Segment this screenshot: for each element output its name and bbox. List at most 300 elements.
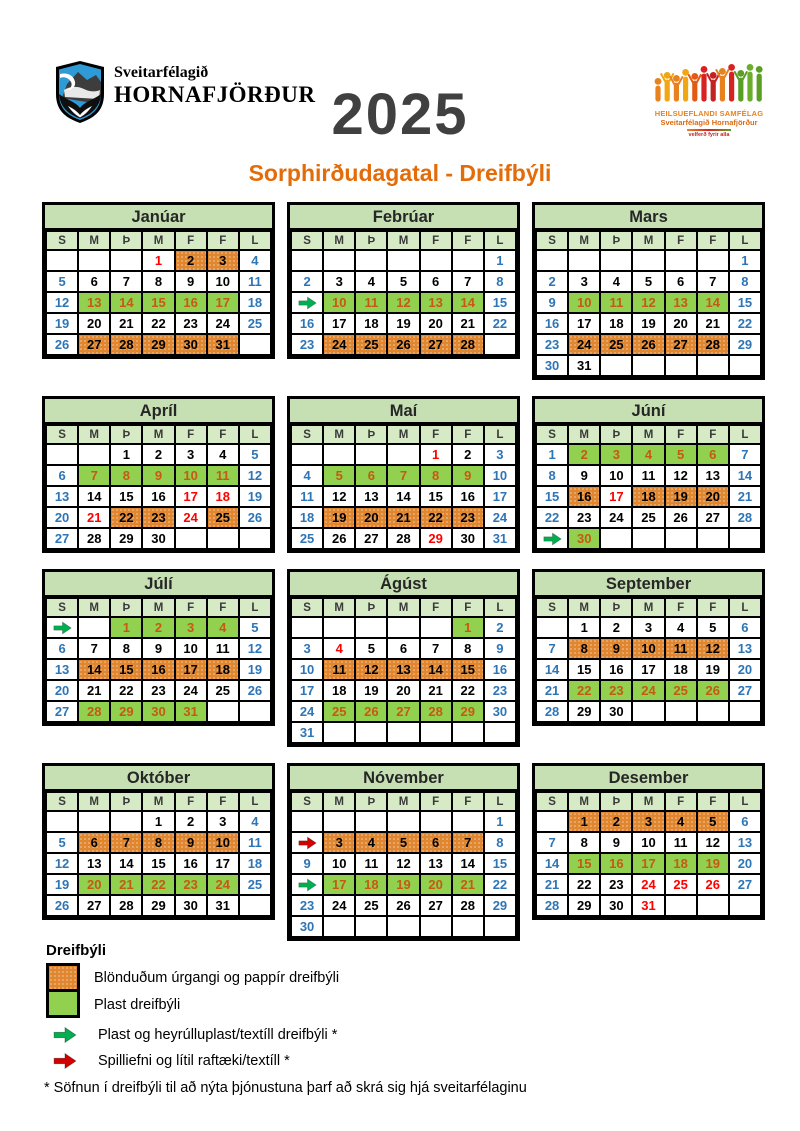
day-cell: 3: [207, 811, 239, 832]
day-cell: 28: [452, 334, 484, 355]
day-cell: 4: [355, 271, 387, 292]
day-cell: 4: [323, 638, 355, 659]
event-arrow-cell: [291, 832, 323, 853]
day-header: Þ: [110, 792, 142, 811]
day-header-row: [291, 425, 516, 444]
day-cell: 16: [568, 486, 600, 507]
day-header: M: [387, 598, 419, 617]
day-cell: 19: [239, 659, 271, 680]
week-row: [291, 250, 516, 271]
day-cell: 6: [729, 617, 761, 638]
day-cell: 30: [536, 355, 568, 376]
empty-cell: [536, 811, 568, 832]
calendar-grid: [42, 202, 765, 941]
health-logo-line3: velferð fyrir alla: [688, 132, 730, 138]
empty-cell: [484, 916, 516, 937]
day-cell: 26: [323, 528, 355, 549]
day-cell: 4: [665, 617, 697, 638]
empty-cell: [697, 355, 729, 376]
day-header: S: [291, 598, 323, 617]
day-cell: 29: [568, 701, 600, 722]
day-cell: 13: [78, 292, 110, 313]
empty-cell: [420, 722, 452, 743]
day-cell: 29: [568, 895, 600, 916]
day-cell: 15: [729, 292, 761, 313]
day-cell: 1: [536, 444, 568, 465]
day-cell: 18: [291, 507, 323, 528]
day-cell: 17: [568, 313, 600, 334]
empty-cell: [355, 444, 387, 465]
day-cell: 6: [420, 271, 452, 292]
empty-cell: [78, 617, 110, 638]
legend-item-label: Plast og heyrúlluplast/textíll dreifbýli *: [98, 1027, 338, 1043]
empty-cell: [697, 895, 729, 916]
week-row: [46, 528, 271, 549]
day-cell: 15: [452, 659, 484, 680]
day-cell: 16: [291, 313, 323, 334]
day-cell: 23: [175, 874, 207, 895]
day-cell: 1: [568, 811, 600, 832]
day-header-row: [46, 425, 271, 444]
day-cell: 6: [78, 271, 110, 292]
day-cell: 7: [697, 271, 729, 292]
day-header: M: [323, 231, 355, 250]
event-arrow-cell: [536, 528, 568, 549]
week-row: [291, 617, 516, 638]
day-cell: 10: [323, 292, 355, 313]
day-cell: 7: [387, 465, 419, 486]
month-1: [42, 202, 275, 359]
day-header: M: [78, 598, 110, 617]
day-cell: 20: [78, 313, 110, 334]
day-cell: 29: [110, 701, 142, 722]
day-cell: 14: [536, 853, 568, 874]
empty-cell: [729, 701, 761, 722]
day-cell: 5: [387, 271, 419, 292]
month-4: [42, 396, 275, 553]
day-cell: 5: [697, 811, 729, 832]
day-header-row: [536, 792, 761, 811]
day-cell: 16: [142, 486, 174, 507]
empty-cell: [452, 811, 484, 832]
empty-cell: [291, 444, 323, 465]
day-cell: 19: [323, 507, 355, 528]
day-cell: 9: [484, 638, 516, 659]
day-cell: 2: [536, 271, 568, 292]
week-row: [291, 659, 516, 680]
month-title: Október: [45, 766, 272, 791]
day-cell: 1: [142, 811, 174, 832]
red-arrow-icon: [298, 836, 317, 850]
day-cell: 31: [632, 895, 664, 916]
day-cell: 23: [291, 334, 323, 355]
empty-cell: [729, 895, 761, 916]
empty-cell: [46, 811, 78, 832]
day-cell: 21: [420, 680, 452, 701]
day-cell: 17: [207, 853, 239, 874]
day-cell: 13: [46, 659, 78, 680]
day-header-row: [46, 792, 271, 811]
month-title: Maí: [290, 399, 517, 424]
day-header: Þ: [600, 231, 632, 250]
day-cell: 13: [420, 292, 452, 313]
day-cell: 2: [600, 617, 632, 638]
day-cell: 24: [291, 701, 323, 722]
day-cell: 23: [175, 313, 207, 334]
empty-cell: [568, 250, 600, 271]
green-arrow-icon: [543, 532, 562, 546]
week-row: [291, 271, 516, 292]
empty-cell: [46, 444, 78, 465]
empty-cell: [291, 617, 323, 638]
green-arrow-icon: [298, 296, 317, 310]
day-cell: 25: [323, 701, 355, 722]
day-cell: 12: [665, 465, 697, 486]
day-cell: 29: [729, 334, 761, 355]
day-header: M: [387, 792, 419, 811]
week-row: [291, 853, 516, 874]
week-row: [536, 444, 761, 465]
day-cell: 4: [207, 617, 239, 638]
day-cell: 25: [207, 680, 239, 701]
month-table: [290, 230, 517, 356]
empty-cell: [665, 701, 697, 722]
week-row: [291, 528, 516, 549]
day-cell: 24: [175, 680, 207, 701]
day-cell: 20: [46, 507, 78, 528]
empty-cell: [697, 701, 729, 722]
day-header: Þ: [600, 425, 632, 444]
day-cell: 8: [568, 638, 600, 659]
week-row: [291, 832, 516, 853]
day-cell: 24: [484, 507, 516, 528]
day-cell: 15: [142, 292, 174, 313]
day-cell: 12: [46, 853, 78, 874]
day-cell: 19: [387, 874, 419, 895]
day-cell: 16: [175, 292, 207, 313]
day-cell: 17: [291, 680, 323, 701]
day-header: F: [207, 425, 239, 444]
day-cell: 23: [568, 507, 600, 528]
day-cell: 1: [484, 250, 516, 271]
day-header: L: [729, 792, 761, 811]
day-header: M: [78, 792, 110, 811]
day-cell: 1: [110, 617, 142, 638]
day-header: M: [632, 231, 664, 250]
empty-cell: [729, 528, 761, 549]
day-cell: 10: [175, 465, 207, 486]
empty-cell: [420, 617, 452, 638]
day-cell: 18: [632, 486, 664, 507]
day-cell: 24: [323, 334, 355, 355]
day-cell: 28: [697, 334, 729, 355]
day-cell: 17: [600, 486, 632, 507]
event-arrow-cell: [46, 617, 78, 638]
day-cell: 21: [78, 680, 110, 701]
empty-cell: [46, 250, 78, 271]
day-cell: 13: [729, 638, 761, 659]
day-cell: 30: [142, 701, 174, 722]
week-row: [46, 292, 271, 313]
day-cell: 3: [323, 271, 355, 292]
week-row: [291, 334, 516, 355]
day-cell: 31: [207, 895, 239, 916]
legend-item: [53, 1026, 746, 1044]
municipality-name-large: HORNAFJÖRÐUR: [114, 82, 316, 107]
week-row: [46, 444, 271, 465]
day-header: S: [46, 231, 78, 250]
week-row: [536, 853, 761, 874]
day-header: Þ: [110, 598, 142, 617]
empty-cell: [291, 811, 323, 832]
empty-cell: [355, 811, 387, 832]
day-header: M: [568, 598, 600, 617]
day-cell: 14: [78, 486, 110, 507]
day-header: F: [452, 792, 484, 811]
day-cell: 1: [568, 617, 600, 638]
day-header: M: [632, 792, 664, 811]
day-cell: 11: [239, 271, 271, 292]
day-header: F: [175, 792, 207, 811]
day-cell: 12: [697, 638, 729, 659]
empty-cell: [291, 250, 323, 271]
day-header: M: [387, 425, 419, 444]
legend: [46, 942, 746, 1096]
day-cell: 11: [207, 465, 239, 486]
empty-cell: [323, 250, 355, 271]
day-cell: 14: [387, 486, 419, 507]
red-arrow-icon: [53, 1052, 77, 1070]
day-cell: 23: [536, 334, 568, 355]
day-cell: 17: [323, 313, 355, 334]
health-community-logo: [646, 62, 772, 138]
day-cell: 29: [452, 701, 484, 722]
day-cell: 11: [207, 638, 239, 659]
day-cell: 3: [568, 271, 600, 292]
day-cell: 10: [632, 832, 664, 853]
day-cell: 7: [536, 638, 568, 659]
empty-cell: [355, 250, 387, 271]
day-header: F: [420, 598, 452, 617]
day-cell: 1: [142, 250, 174, 271]
day-cell: 1: [729, 250, 761, 271]
week-row: [536, 701, 761, 722]
day-cell: 15: [484, 292, 516, 313]
week-row: [46, 874, 271, 895]
empty-cell: [665, 250, 697, 271]
day-cell: 20: [78, 874, 110, 895]
empty-cell: [387, 617, 419, 638]
week-row: [291, 701, 516, 722]
day-cell: 14: [110, 292, 142, 313]
day-cell: 28: [729, 507, 761, 528]
week-row: [46, 617, 271, 638]
week-row: [536, 638, 761, 659]
empty-cell: [632, 701, 664, 722]
day-header: S: [291, 231, 323, 250]
empty-cell: [536, 250, 568, 271]
day-header: M: [142, 231, 174, 250]
week-row: [536, 507, 761, 528]
day-cell: 8: [452, 638, 484, 659]
day-cell: 2: [568, 444, 600, 465]
day-header-row: [291, 792, 516, 811]
legend-item: [46, 992, 746, 1018]
week-row: [291, 722, 516, 743]
day-header: Þ: [600, 792, 632, 811]
day-cell: 14: [697, 292, 729, 313]
empty-cell: [632, 250, 664, 271]
day-cell: 17: [207, 292, 239, 313]
legend-item-label: Plast dreifbýli: [94, 997, 181, 1013]
day-cell: 27: [46, 528, 78, 549]
empty-cell: [452, 250, 484, 271]
month-5: [287, 396, 520, 553]
day-cell: 19: [387, 313, 419, 334]
day-header: M: [78, 231, 110, 250]
day-header: F: [175, 231, 207, 250]
day-cell: 2: [142, 617, 174, 638]
day-cell: 8: [110, 638, 142, 659]
day-cell: 5: [46, 271, 78, 292]
day-header: S: [46, 425, 78, 444]
month-11: [287, 763, 520, 941]
day-cell: 9: [600, 638, 632, 659]
day-cell: 11: [600, 292, 632, 313]
day-cell: 4: [600, 271, 632, 292]
week-row: [46, 895, 271, 916]
week-row: [46, 638, 271, 659]
empty-cell: [387, 811, 419, 832]
day-header: Þ: [355, 425, 387, 444]
day-header: M: [568, 231, 600, 250]
day-cell: 1: [484, 811, 516, 832]
day-cell: 16: [175, 853, 207, 874]
day-cell: 7: [78, 465, 110, 486]
day-cell: 24: [175, 507, 207, 528]
day-cell: 7: [420, 638, 452, 659]
day-cell: 18: [355, 874, 387, 895]
month-table: [535, 597, 762, 723]
empty-cell: [600, 355, 632, 376]
day-cell: 6: [387, 638, 419, 659]
day-cell: 13: [46, 486, 78, 507]
week-row: [46, 659, 271, 680]
legend-footnote: * Söfnun í dreifbýli til að nýta þjónustuna þarf að skrá sig hjá sveitarfélaginu: [44, 1080, 527, 1096]
day-cell: 24: [207, 874, 239, 895]
day-cell: 20: [46, 680, 78, 701]
green-square-icon: [46, 989, 80, 1018]
day-cell: 26: [697, 680, 729, 701]
month-title: Júní: [535, 399, 762, 424]
day-cell: 19: [697, 853, 729, 874]
day-cell: 11: [355, 853, 387, 874]
day-cell: 30: [600, 701, 632, 722]
day-header: Þ: [355, 231, 387, 250]
day-cell: 13: [665, 292, 697, 313]
day-cell: 26: [239, 507, 271, 528]
day-cell: 21: [697, 313, 729, 334]
empty-cell: [323, 811, 355, 832]
day-cell: 14: [78, 659, 110, 680]
month-table: [535, 230, 762, 377]
day-cell: 27: [46, 701, 78, 722]
day-cell: 18: [665, 659, 697, 680]
day-cell: 25: [355, 334, 387, 355]
legend-item-label: Blönduðum úrgangi og pappír dreifbýli: [94, 969, 340, 986]
day-cell: 26: [697, 874, 729, 895]
empty-cell: [323, 916, 355, 937]
day-cell: 3: [600, 444, 632, 465]
day-cell: 4: [632, 444, 664, 465]
empty-cell: [355, 916, 387, 937]
week-row: [291, 465, 516, 486]
day-header: S: [536, 231, 568, 250]
day-cell: 28: [110, 334, 142, 355]
month-table: [45, 230, 272, 356]
day-cell: 28: [110, 895, 142, 916]
day-cell: 18: [355, 313, 387, 334]
week-row: [46, 853, 271, 874]
week-row: [291, 680, 516, 701]
day-header: L: [239, 231, 271, 250]
day-cell: 26: [46, 334, 78, 355]
day-cell: 10: [207, 832, 239, 853]
day-cell: 25: [291, 528, 323, 549]
week-row: [291, 916, 516, 937]
day-cell: 12: [239, 638, 271, 659]
day-cell: 18: [323, 680, 355, 701]
week-row: [291, 313, 516, 334]
day-cell: 22: [484, 874, 516, 895]
day-header: L: [729, 231, 761, 250]
day-cell: 29: [142, 895, 174, 916]
day-header: L: [484, 425, 516, 444]
day-header-row: [46, 598, 271, 617]
day-header-row: [536, 425, 761, 444]
day-cell: 26: [355, 701, 387, 722]
month-title: Desember: [535, 766, 762, 791]
day-cell: 20: [729, 853, 761, 874]
day-cell: 9: [142, 638, 174, 659]
empty-cell: [78, 444, 110, 465]
day-header: M: [632, 598, 664, 617]
day-header: M: [568, 792, 600, 811]
day-header: Þ: [600, 598, 632, 617]
day-cell: 15: [110, 659, 142, 680]
day-cell: 19: [239, 486, 271, 507]
day-cell: 28: [452, 895, 484, 916]
legend-item-label: Spilliefni og lítil raftæki/textíll *: [98, 1053, 290, 1069]
day-header: Þ: [355, 792, 387, 811]
day-cell: 4: [239, 811, 271, 832]
day-header: M: [78, 425, 110, 444]
day-cell: 30: [175, 334, 207, 355]
day-cell: 31: [291, 722, 323, 743]
week-row: [536, 486, 761, 507]
day-header: S: [536, 598, 568, 617]
day-cell: 5: [355, 638, 387, 659]
day-header: L: [484, 231, 516, 250]
week-row: [46, 313, 271, 334]
empty-cell: [484, 722, 516, 743]
day-cell: 7: [110, 832, 142, 853]
day-cell: 30: [452, 528, 484, 549]
week-row: [291, 811, 516, 832]
day-cell: 6: [665, 271, 697, 292]
year-title: 2025: [331, 82, 469, 147]
empty-cell: [207, 701, 239, 722]
